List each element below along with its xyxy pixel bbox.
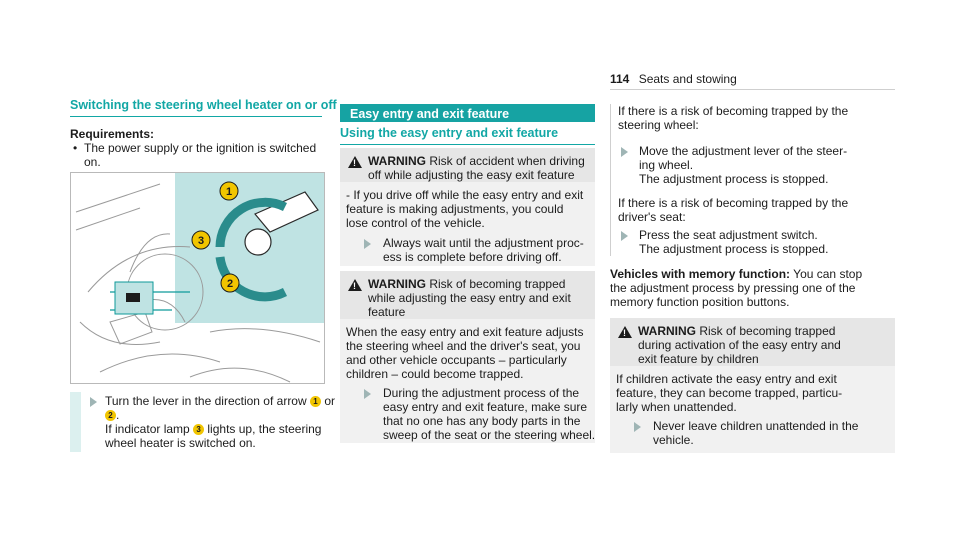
step-heater: Turn the lever in the direction of arrow 1 or 2 . If indicator lamp 3 lights up, the steering wheel heater is switched on. [105,394,336,450]
warning-triangle-icon: ! [618,326,632,338]
steering-wheel-illustration [70,172,325,384]
warning-box-children: ! WARNING Risk of becoming trapped during activation of the easy entry and exit feature by children If children activate the easy entry and exit feature, they can become trapped, particu- larly when unattended. Never leave children unattended in the vehicle. [610,318,895,453]
warning-triangle-icon: ! [348,279,362,291]
seat-instructions: If there is a risk of becoming trapped by the driver's seat: [618,196,849,224]
requirements-list [70,141,325,169]
page-number: 114 [610,72,630,86]
step-press-switch: Press the seat adjustment switch. The adjustment process is stopped. [639,228,829,256]
box-left-border [610,104,611,256]
header-rule [610,89,895,90]
step-arrow-icon [634,422,641,432]
trapped-instructions: If there is a risk of becoming trapped by the steering wheel: [618,104,849,132]
requirement-item: • The power supply or the ignition is switched on. [70,141,325,169]
section-bar-easy-entry: Easy entry and exit feature [340,104,595,122]
badge-1: 1 [310,396,321,407]
step-arrow-icon [364,239,371,249]
page-header [610,72,737,86]
requirements-label: Requirements: [70,127,155,141]
step-bar [70,392,81,452]
step-arrow-icon [621,147,628,157]
section-title-heater: Switching the steering wheel heater on or off [70,98,337,112]
figure-label-2: 2 [226,278,234,290]
step-arrow-icon [621,231,628,241]
title-underline [70,116,322,117]
subtitle-using-easy-entry: Using the easy entry and exit feature [340,126,559,140]
badge-3: 3 [193,424,204,435]
step-arrow-icon [90,397,97,407]
subtitle-underline [340,144,595,145]
warning-triangle-icon: ! [348,156,362,168]
figure-label-3: 3 [197,235,205,247]
badge-2: 2 [105,410,116,421]
warning-box-trapped: ! WARNING Risk of becoming trapped while adjusting the easy entry and exit feature When the easy entry and exit feature adjusts the steering wheel and the driver's seat, you and other vehicle occupants – particularly children – could become trapped. During the adjustment process of the easy entry and exit feature, make sure that no one has any body parts in the sweep of the seat or the steering wheel. [340,271,595,443]
warning-box-accident: ! WARNING Risk of accident when driving off while adjusting the easy exit feature - If you drive off while the easy entry and exit feature is making adjustments, you could lose control of the vehicle. Always wait until the adjustment proc- ess is complete before driving off. [340,148,595,266]
step-move-lever: Move the adjustment lever of the steer- ing wheel. The adjustment process is stopped. [639,144,848,186]
step-arrow-icon [364,389,371,399]
section-name: Seats and stowing [638,72,737,86]
figure-label-1: 1 [225,186,233,198]
memory-function-paragraph: Vehicles with memory function: You can stop the adjustment process by pressing one of the memory function position buttons. [610,267,863,309]
